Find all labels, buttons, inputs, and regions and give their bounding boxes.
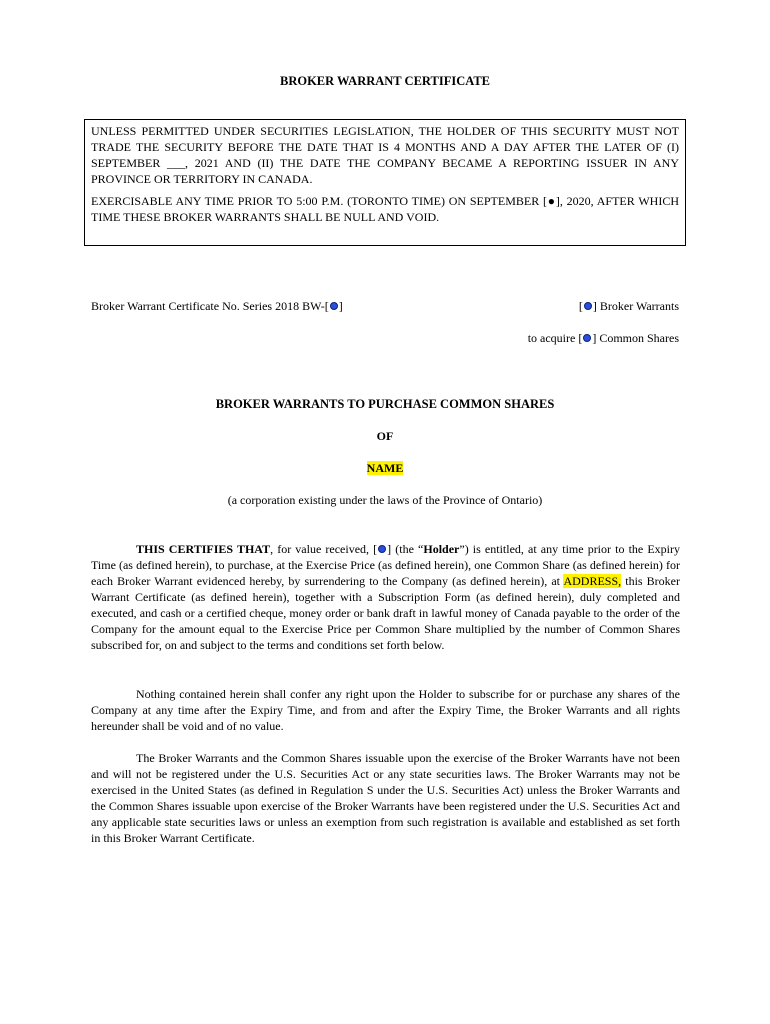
paragraph-us-securities: The Broker Warrants and the Common Shares issuable upon the exercise of the Broker Warrants have not been and will not be registered under the U.S. Securities Act or any state securities laws. The Broker Warrants may not be exercised in the United States (as defined in Regulation S under the U.S. Securities Act) unless the Broker Warrants and the Common Shares issuable upon exercise of the Broker Warrants have been registered under the U.S. Securities Act and any applicable state securities laws or unless an exemption from such registration is available and established as set forth in this Broker Warrant Certificate. xyxy=(91,751,680,845)
address-field[interactable]: ADDRESS, xyxy=(563,574,622,588)
paragraph-no-rights: Nothing contained herein shall confer any right upon the Holder to subscribe for or purchase any shares of the Company at any time after the Expiry Time, and from and after the Expiry Time, the Broker Warrants and all rights hereunder shall be void and of no value. xyxy=(91,687,680,733)
para1-text: ] (the “ xyxy=(387,542,424,556)
placeholder-bullet-icon[interactable] xyxy=(584,302,592,310)
warrants-prefix: [ xyxy=(578,299,583,313)
warrants-suffix: ] Broker Warrants xyxy=(592,299,679,313)
legend-box xyxy=(84,119,686,246)
certificate-number xyxy=(91,299,343,314)
legend-paragraph-1: UNLESS PERMITTED UNDER SECURITIES LEGISLATION, THE HOLDER OF THIS SECURITY MUST NOT TRADE THE SECURITY BEFORE THE DATE THAT IS 4 MONTHS AND A DAY AFTER THE LATER OF (I) SEPTEMBER ___, 2021 AND (II) THE DATE THE COMPANY BECAME A REPORTING ISSUER IN ANY PROVINCE OR TERRITORY IN CANADA. xyxy=(91,124,679,186)
heading-of: OF xyxy=(376,429,394,443)
certificate-number-prefix: Broker Warrant Certificate No. Series 2018 BW-[ xyxy=(91,299,329,313)
certificate-number-suffix: ] xyxy=(338,299,343,313)
placeholder-bullet-icon[interactable] xyxy=(378,545,386,553)
acquire-prefix: to acquire [ xyxy=(527,331,583,345)
holder-term: Holder xyxy=(423,542,460,556)
placeholder-bullet-icon[interactable] xyxy=(583,334,591,342)
broker-warrants-count xyxy=(579,299,679,314)
certifies-lead: THIS CERTIFIES THAT xyxy=(136,542,271,556)
legend-paragraph-2: EXERCISABLE ANY TIME PRIOR TO 5:00 P.M. (TORONTO TIME) ON SEPTEMBER [●], 2020, AFTER WHICH TIME THESE BROKER WARRANTS SHALL BE NULL AND VOID. xyxy=(91,194,679,224)
acquire-suffix: ] Common Shares xyxy=(592,331,679,345)
paragraph-certifies xyxy=(91,541,680,653)
common-shares-count xyxy=(528,331,679,346)
para1-text: ”) is entitled, at any time prior to the Expiry Time (as defined herein), to purchase, at the Exercise Price (as defined herein), one Common Share (as defined herein) for each Broker Warrant evidenced hereby, by surrendering to the Company (as defined herein), at xyxy=(91,542,681,588)
corporation-note: (a corporation existing under the laws of the Province of Ontario) xyxy=(227,493,543,507)
company-name-field[interactable]: NAME xyxy=(366,461,404,475)
document-title: BROKER WARRANT CERTIFICATE xyxy=(279,74,491,88)
heading-name[interactable] xyxy=(0,461,770,476)
placeholder-bullet-icon[interactable] xyxy=(330,302,338,310)
heading-purchase: BROKER WARRANTS TO PURCHASE COMMON SHARES xyxy=(215,397,555,411)
para1-text: this Broker Warrant Certificate (as defined herein), together with a Subscription Form (as defined herein), duly completed and executed, and cash or a certified cheque, money order or bank draft in lawful money of Canada payable to the order of the Company for the amount equal to the Exercise Price per Common Share multiplied by the number of Common Shares subscribed for, on and subject to the terms and conditions set forth below. xyxy=(91,574,680,652)
para1-text: , for value received, [ xyxy=(270,542,378,556)
